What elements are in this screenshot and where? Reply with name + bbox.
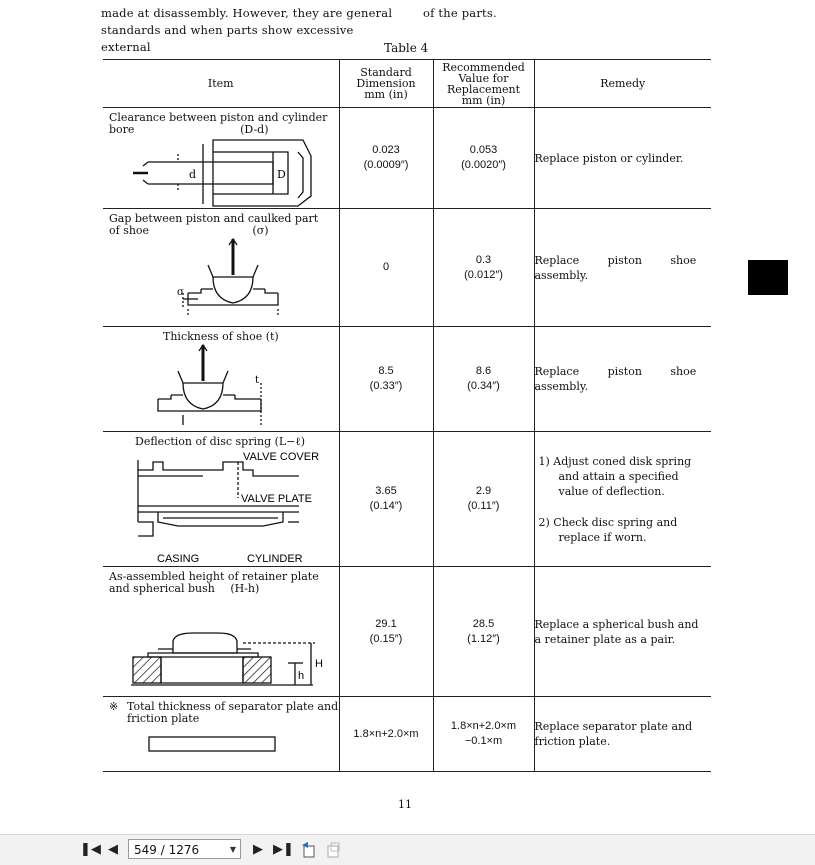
standard-value: 0.023 [372,144,400,156]
item-cell [103,209,339,327]
item-cell [103,432,339,567]
item-line-text: and spherical bush [109,582,215,595]
fig-label-h: h [298,670,305,682]
item-code: (H-h) [230,582,260,595]
fig-label-t: t [255,375,260,386]
remedy-cell [534,697,711,772]
item-cell [103,108,339,209]
remedy-line: replace if worn. [558,530,647,544]
remedy-line: Replace separator plate and [534,720,693,733]
standard-value-inch: (0.33″) [369,380,403,392]
header-standard-line: mm (in) [364,88,408,101]
page-indicator-text: 549 / 1276 [134,843,200,857]
item-line: As-assembled height of retainer plate [109,570,319,583]
last-page-icon[interactable]: ▶❚ [273,842,294,857]
item-line: Deflection of disc spring (L−ℓ) [135,435,305,448]
header-standard [339,60,433,108]
remedy-cell: Replace piston or cylinder. [534,151,684,165]
recommended-value-inch: (1.12″) [467,632,500,645]
item-line [109,225,339,237]
table-row [103,432,711,567]
intro-line: made at disassembly. However, they are general [101,6,393,20]
item-code: (D-d) [240,123,269,136]
go-forward-view-icon[interactable] [324,841,342,859]
recommended-value: 0.053 [469,144,498,156]
recommended-cell [433,697,534,772]
remedy-line: and attain a specified [558,469,679,483]
standard-value-inch: (0.15″) [369,632,403,645]
header-recommended-line: mm (in) [461,93,506,107]
recommended-value-inch: (0.012″) [464,268,503,281]
intro-line: standards and when parts show excessive external [101,23,354,54]
table-row [103,327,711,432]
remedy-line: assembly. [534,380,589,393]
fig-label-valve-plate: VALVE PLATE [241,493,312,505]
remedy-cell [534,327,711,432]
item-description [103,432,339,448]
remedy-cell [534,209,711,327]
header-standard-line: Standard [360,66,412,79]
standard-value: 29.1 [375,617,397,630]
recommended-value: 28.5 [472,617,495,630]
item-line [109,124,339,136]
item-description [103,108,339,136]
standard-value-inch: (0.0009″) [363,159,409,171]
spec-table [103,59,711,772]
remedy-line: Replace a spherical bush and [534,617,699,631]
remedy-line: friction plate. [534,735,611,748]
header-remedy: Remedy [600,77,646,90]
item-line: Gap between piston and caulked part [109,212,319,225]
header-recommended-line: Value for [458,71,509,85]
header-standard-line: Dimension [356,77,416,90]
standard-cell [339,327,433,432]
chevron-down-icon: ▼ [229,845,236,854]
remedy-line-text: Replace piston shoe [534,253,697,267]
item-line: Thickness of shoe (t) [163,330,279,343]
standard-cell [339,108,433,209]
item-code: (σ) [252,224,269,237]
standard-cell [339,697,433,772]
remedy-line [535,253,712,268]
item-description [103,327,339,343]
item-cell [103,697,339,772]
fig-label-d: d [189,168,197,181]
recommended-value: 1.8×n+2.0×m [450,720,517,732]
first-page-icon[interactable]: ❚◀ [80,842,101,857]
piston-cylinder-figure [103,136,339,208]
recommended-value: 8.6 [475,365,492,377]
recommended-value-line2: −0.1×m [464,735,503,747]
page-number: 11 [398,798,412,811]
remedy-line: Replace piston shoe [534,365,697,378]
table-row [103,209,711,327]
standard-cell [339,567,433,697]
item-cell [103,567,339,697]
recommended-value-inch: (0.11″) [467,500,500,512]
standard-value-inch: (0.14″) [369,500,403,512]
retainer-plate-figure [103,595,339,695]
item-line-text: bore [109,123,135,136]
disc-spring-figure [103,448,339,566]
page-selector[interactable] [128,839,241,859]
go-back-view-icon[interactable] [300,841,318,859]
fig-label-cylinder: CYLINDER [247,553,303,565]
standard-cell [339,432,433,567]
pdf-viewer-toolbar [0,834,815,865]
fig-label-D: D [277,168,286,181]
fig-label-H: H [315,658,323,670]
shoe-thickness-figure [103,343,339,431]
table-title: Table 4 [384,41,429,55]
standard-value: 8.5 [378,365,394,377]
header-item: Item [103,60,339,108]
remedy-line: assembly. [534,268,589,282]
item-line [109,583,339,595]
recommended-value: 2.9 [475,485,492,497]
header-recommended-line: Replacement [446,82,521,96]
header-recommended [433,60,534,108]
table-row [103,108,711,209]
item-description [103,567,339,595]
standard-value: 3.65 [375,485,397,497]
item-cell [103,327,339,432]
recommended-cell [433,209,534,327]
previous-page-icon[interactable]: ◀ [108,842,118,857]
table-row [103,697,711,772]
recommended-value: 0.3 [475,253,492,266]
recommended-cell [433,108,534,209]
recommended-cell [433,327,534,432]
standard-value: 1.8×n+2.0×m [353,727,419,740]
item-description [103,697,339,725]
recommended-value-inch: (0.34″) [467,380,500,392]
table-header-row [103,60,711,108]
standard-value: 0 [382,261,390,273]
item-line: friction plate [127,712,200,725]
fig-label-casing: CASING [157,553,200,565]
remedy-line: a retainer plate as a pair. [534,632,676,646]
intro-text-right [423,5,497,22]
remedy-line: 2) Check disc spring and [538,515,678,529]
intro-line: of the parts. [423,6,497,20]
remedy-line: value of deflection. [558,484,665,498]
recommended-value-inch: (0.0020″) [461,159,506,171]
item-line: Clearance between piston and cylinder [109,111,328,124]
remedy-cell [534,567,711,697]
remedy-cell [534,432,711,567]
intro-text-left [101,5,401,56]
fig-label-sigma: σ [177,287,184,298]
piston-shoe-gap-figure [103,237,339,325]
standard-cell [339,209,433,327]
side-tab-marker [748,260,788,295]
remedy-line: 1) Adjust coned disk spring [538,454,692,468]
recommended-cell [433,432,534,567]
table-row [103,567,711,697]
item-description [103,209,339,237]
item-line-text: of shoe [109,224,150,237]
separator-plate-figure [103,725,339,759]
item-line: Total thickness of separator plate and [127,700,339,713]
header-recommended-line: Recommended [442,60,525,74]
fig-label-valve-cover: VALVE COVER [243,451,320,463]
recommended-cell [433,567,534,697]
note-mark: ※ [109,700,119,713]
next-page-icon[interactable]: ▶ [253,842,263,857]
